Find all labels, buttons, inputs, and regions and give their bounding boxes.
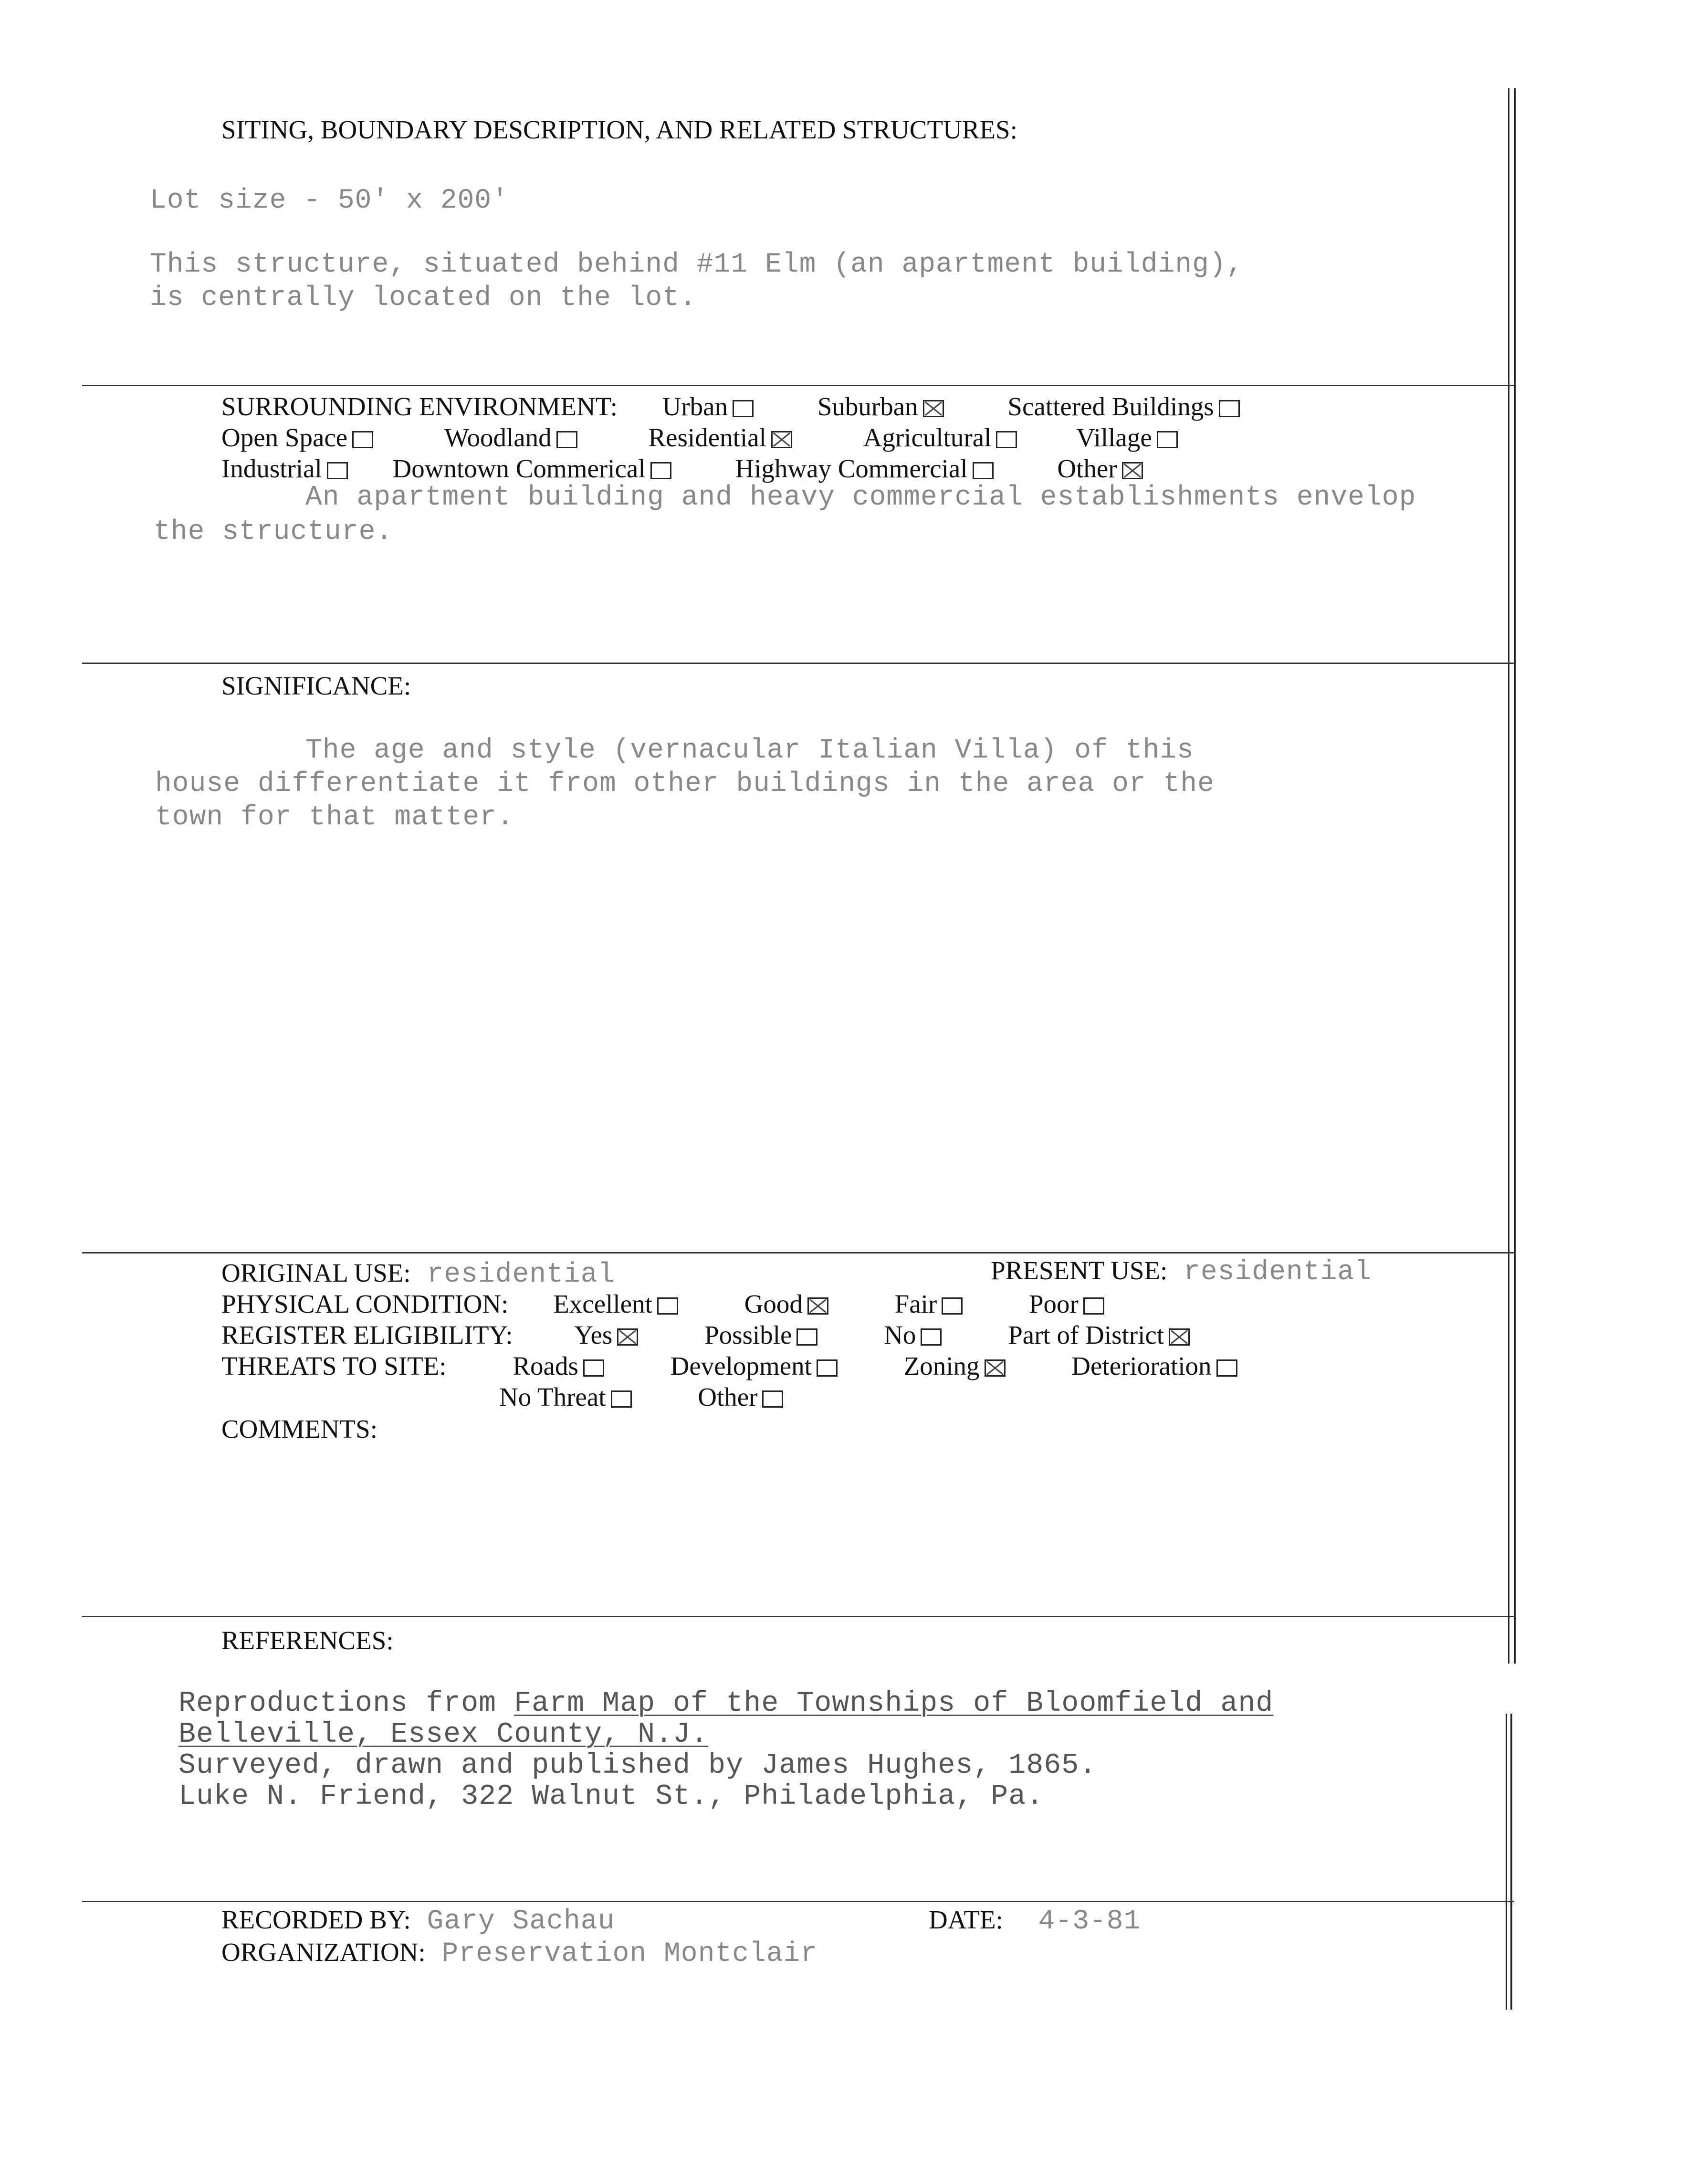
environment-row-1 bbox=[221, 391, 1240, 421]
option-urban-label: Urban bbox=[662, 392, 728, 421]
eligibility-district-label: Part of District bbox=[1008, 1320, 1164, 1349]
eligibility-yes-label: Yes bbox=[574, 1320, 613, 1349]
original-use-label: ORIGINAL USE: bbox=[221, 1258, 411, 1287]
option-other-label: Other bbox=[1057, 454, 1117, 483]
checkbox-agricultural[interactable] bbox=[996, 431, 1017, 448]
siting-line-1: This structure, situated behind #11 Elm (an apartment building), bbox=[150, 249, 1244, 280]
condition-excellent-label: Excellent bbox=[553, 1289, 652, 1318]
checkbox-deterioration[interactable] bbox=[1216, 1359, 1237, 1377]
option-open-space-label: Open Space bbox=[221, 423, 348, 452]
environment-row-3 bbox=[221, 453, 1143, 484]
checkbox-roads[interactable] bbox=[583, 1359, 604, 1377]
divider-environment bbox=[82, 663, 1514, 664]
significance-line-3: town for that matter. bbox=[155, 802, 514, 833]
condition-row bbox=[221, 1289, 1104, 1319]
original-use-row bbox=[221, 1258, 615, 1290]
eligibility-label: REGISTER ELIGIBILITY: bbox=[221, 1320, 513, 1349]
date-label: DATE: bbox=[929, 1905, 1003, 1934]
references-heading: REFERENCES: bbox=[221, 1626, 394, 1655]
siting-line-2: is centrally located on the lot. bbox=[150, 283, 697, 314]
eligibility-row bbox=[221, 1320, 1190, 1350]
references-line-3: Surveyed, drawn and published by James Hughes, 1865. bbox=[178, 1749, 1097, 1782]
checkbox-excellent[interactable] bbox=[657, 1297, 678, 1315]
lot-size: Lot size - 50' x 200' bbox=[150, 185, 509, 216]
option-scattered-label: Scattered Buildings bbox=[1007, 392, 1214, 421]
recorded-by-label: RECORDED BY: bbox=[221, 1905, 411, 1934]
organization-row bbox=[221, 1937, 817, 1969]
checkbox-woodland[interactable] bbox=[556, 431, 577, 448]
environment-row-2 bbox=[221, 422, 1178, 453]
condition-fair-label: Fair bbox=[894, 1289, 937, 1318]
option-woodland-label: Woodland bbox=[444, 423, 552, 452]
checkbox-suburban[interactable] bbox=[923, 400, 944, 417]
checkbox-no[interactable] bbox=[921, 1328, 942, 1346]
checkbox-yes[interactable] bbox=[617, 1328, 638, 1346]
checkbox-village[interactable] bbox=[1157, 431, 1178, 448]
right-border-lower bbox=[1510, 1714, 1512, 2010]
right-border-inner bbox=[1508, 88, 1509, 1664]
option-downtown-label: Downtown Commerical bbox=[392, 454, 646, 483]
checkbox-threat-other[interactable] bbox=[762, 1390, 783, 1408]
comments-label: COMMENTS: bbox=[221, 1414, 377, 1443]
organization-label: ORGANIZATION: bbox=[221, 1938, 426, 1967]
checkbox-poor[interactable] bbox=[1083, 1297, 1104, 1315]
references-line-1 bbox=[178, 1687, 1273, 1720]
present-use-value: residential bbox=[1184, 1257, 1372, 1288]
option-highway-label: Highway Commercial bbox=[735, 454, 968, 483]
checkbox-open-space[interactable] bbox=[352, 431, 373, 448]
checkbox-scattered[interactable] bbox=[1219, 400, 1240, 417]
references-line-1-prefix: Reproductions from bbox=[178, 1687, 514, 1720]
references-map-title-2: Belleville, Essex County, N.J. bbox=[178, 1718, 709, 1751]
present-use-label: PRESENT USE: bbox=[991, 1256, 1168, 1285]
recorded-by-row bbox=[221, 1905, 615, 1937]
checkbox-residential[interactable] bbox=[771, 431, 792, 448]
checkbox-downtown[interactable] bbox=[650, 462, 671, 479]
threat-roads-label: Roads bbox=[513, 1351, 578, 1380]
option-village-label: Village bbox=[1076, 423, 1152, 452]
checkbox-development[interactable] bbox=[817, 1359, 838, 1377]
eligibility-no-label: No bbox=[884, 1320, 916, 1349]
threats-row-2 bbox=[499, 1382, 783, 1412]
references-line-2 bbox=[178, 1718, 708, 1751]
checkbox-highway[interactable] bbox=[973, 462, 994, 479]
right-border-lower-inner bbox=[1506, 1714, 1507, 2010]
checkbox-other[interactable] bbox=[1122, 462, 1143, 479]
environment-heading: SURROUNDING ENVIRONMENT: bbox=[221, 392, 618, 421]
threat-deterioration-label: Deterioration bbox=[1071, 1351, 1212, 1380]
environment-note-1: An apartment building and heavy commercial establishments envelop bbox=[305, 482, 1416, 513]
checkbox-fair[interactable] bbox=[942, 1297, 963, 1315]
original-use-value: residential bbox=[427, 1259, 615, 1290]
significance-line-2: house differentiate it from other buildings in the area or the bbox=[155, 769, 1215, 800]
threats-label: THREATS TO SITE: bbox=[221, 1351, 447, 1380]
right-border-outer bbox=[1514, 88, 1516, 1664]
checkbox-no-threat[interactable] bbox=[611, 1390, 632, 1408]
threat-zoning-label: Zoning bbox=[903, 1351, 980, 1380]
environment-note-2: the structure. bbox=[154, 516, 393, 548]
significance-line-1: The age and style (vernacular Italian Villa) of this bbox=[305, 735, 1194, 766]
threat-no-threat-label: No Threat bbox=[499, 1382, 606, 1411]
divider-comments bbox=[82, 1616, 1514, 1617]
references-map-title-1: Farm Map of the Townships of Bloomfield and bbox=[514, 1687, 1274, 1720]
option-residential-label: Residential bbox=[648, 423, 766, 452]
condition-good-label: Good bbox=[744, 1289, 803, 1318]
threat-other-label: Other bbox=[698, 1382, 758, 1411]
references-line-4: Luke N. Friend, 322 Walnut St., Philadelphia, Pa. bbox=[178, 1780, 1044, 1813]
threats-row-1 bbox=[221, 1351, 1237, 1381]
condition-label: PHYSICAL CONDITION: bbox=[221, 1289, 509, 1318]
option-agricultural-label: Agricultural bbox=[863, 423, 992, 452]
checkbox-zoning[interactable] bbox=[985, 1359, 1006, 1377]
checkbox-possible[interactable] bbox=[796, 1328, 817, 1346]
recorded-by-value: Gary Sachau bbox=[427, 1906, 615, 1937]
divider-siting bbox=[82, 385, 1514, 386]
significance-heading: SIGNIFICANCE: bbox=[221, 671, 411, 700]
eligibility-possible-label: Possible bbox=[704, 1320, 792, 1349]
checkbox-good[interactable] bbox=[807, 1297, 828, 1315]
divider-references bbox=[82, 1901, 1514, 1902]
present-use-row bbox=[991, 1255, 1372, 1288]
checkbox-urban[interactable] bbox=[733, 400, 754, 417]
option-suburban-label: Suburban bbox=[817, 392, 918, 421]
threat-development-label: Development bbox=[670, 1351, 812, 1380]
checkbox-district[interactable] bbox=[1169, 1328, 1190, 1346]
date-value: 4-3-81 bbox=[1038, 1906, 1141, 1937]
checkbox-industrial[interactable] bbox=[327, 462, 348, 479]
organization-value: Preservation Montclair bbox=[441, 1938, 818, 1969]
condition-poor-label: Poor bbox=[1028, 1289, 1079, 1318]
option-industrial-label: Industrial bbox=[221, 454, 322, 483]
date-row bbox=[929, 1905, 1141, 1937]
siting-heading: SITING, BOUNDARY DESCRIPTION, AND RELATED STRUCTURES: bbox=[221, 115, 1017, 144]
divider-significance bbox=[82, 1252, 1514, 1253]
